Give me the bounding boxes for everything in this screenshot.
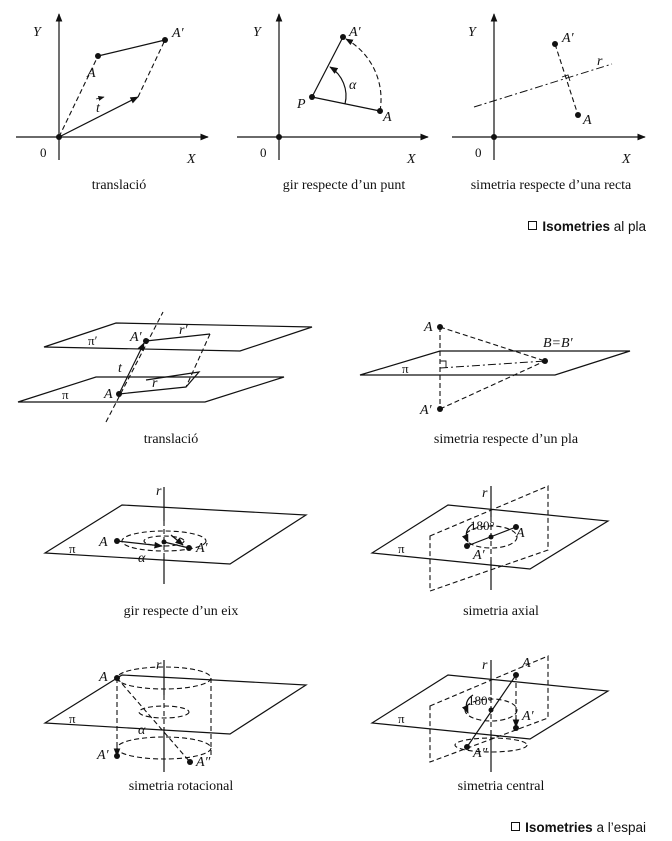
segment-p-aprime: [312, 37, 343, 97]
point-a-prime: [186, 545, 192, 551]
axis-point: [489, 535, 494, 540]
angle-arc: [330, 67, 346, 104]
origin-label: 0: [40, 145, 47, 160]
rotation-arc: [346, 39, 381, 111]
caption-space-translation: translació: [143, 432, 199, 447]
point-a-prime: [340, 34, 346, 40]
caption-plane-translation: translació: [91, 178, 147, 193]
plane-pi: [45, 675, 306, 734]
center-point: [489, 708, 494, 713]
label-a-prime: A′: [473, 548, 485, 563]
label-angle: 180°: [470, 518, 495, 533]
label-a: A: [99, 670, 108, 685]
label-pi: π: [402, 361, 409, 376]
space-plane-symmetry-figure: [360, 320, 630, 418]
space-axis-rotation-figure: [45, 484, 306, 584]
point-a-prime: [114, 753, 120, 759]
label-a-prime: A′: [522, 709, 534, 724]
label-alpha: α: [138, 551, 146, 566]
label-t: t: [118, 361, 122, 376]
point-a: [575, 112, 581, 118]
label-a: A: [522, 656, 531, 671]
point-b: [542, 358, 548, 364]
origin-point: [276, 134, 282, 140]
section-label-bold: Isometries: [525, 820, 593, 835]
plane-pi: [360, 351, 630, 375]
perpendicular-segment: [555, 44, 578, 115]
label-a-double-prime: A″: [196, 755, 211, 770]
label-a-prime: A′: [97, 748, 109, 763]
label-b: B=B′: [543, 336, 573, 351]
point-a: [95, 53, 101, 59]
section-label-rest: a l’espai: [592, 820, 646, 835]
square-bullet-icon: [511, 822, 520, 831]
origin-label: 0: [475, 145, 482, 160]
space-axial-symmetry-figure: [372, 486, 608, 591]
label-alpha: α: [138, 723, 146, 738]
line-r: [474, 64, 612, 107]
label-a: A: [516, 526, 525, 541]
label-a-prime: A′: [562, 31, 574, 46]
point-a: [116, 391, 122, 397]
label-a-prime: A′: [420, 403, 432, 418]
section-label-rest: al pla: [609, 219, 646, 234]
label-r: r: [482, 486, 488, 501]
point-a: [513, 672, 519, 678]
label-pi: π: [398, 711, 405, 726]
label-a: A: [87, 66, 96, 81]
point-a: [437, 324, 443, 330]
caption-space-central-symmetry: simetria central: [457, 779, 545, 794]
label-a-prime: A′: [130, 330, 142, 345]
point-a-prime: [464, 543, 470, 549]
space-central-symmetry-figure: [372, 656, 608, 772]
label-a-prime: A′: [349, 25, 361, 40]
label-a-double-prime: A″: [473, 746, 488, 761]
label-a: A: [383, 110, 392, 125]
label-pi: π: [69, 711, 76, 726]
point-a-double-prime: [187, 759, 193, 765]
label-a: A: [99, 535, 108, 550]
label-a: A: [104, 387, 113, 402]
label-pi: π: [62, 387, 69, 402]
section-label-bold: Isometries: [542, 219, 610, 234]
caption-plane-rotation: gir respecte d’un punt: [282, 178, 406, 193]
label-r: r: [482, 658, 488, 673]
label-a: A: [583, 113, 592, 128]
plane-rotation-figure: [237, 14, 428, 167]
plane-translation-figure: [16, 14, 208, 167]
segment-a-aprime: [98, 40, 165, 56]
label-angle: 180°: [468, 693, 493, 708]
y-axis-label: Y: [33, 25, 41, 40]
point-a-double-prime: [464, 744, 470, 750]
square-bullet-icon: [528, 221, 537, 230]
space-translation-figure: [18, 312, 312, 422]
label-a-prime: A′: [196, 541, 208, 556]
label-pi-prime: π′: [88, 333, 98, 348]
point-a: [114, 675, 120, 681]
label-pi: π: [69, 541, 76, 556]
caption-space-plane-symmetry: simetria respecte d’un pla: [433, 432, 579, 447]
plane-line-symmetry-figure: [452, 14, 645, 167]
x-axis-label: X: [407, 152, 416, 167]
x-axis-label: X: [187, 152, 196, 167]
label-r: r: [156, 658, 162, 673]
caption-space-axis-rotation: gir respecte d’un eix: [123, 604, 239, 619]
label-r: r: [597, 54, 603, 69]
x-axis-label: X: [622, 152, 631, 167]
caption-plane-line-symmetry: simetria respecte d’una recta: [470, 178, 632, 193]
label-pi: π: [398, 541, 405, 556]
y-axis-label: Y: [253, 25, 261, 40]
label-r: r: [152, 376, 158, 391]
point-a-prime: [552, 41, 558, 47]
label-p: P: [297, 97, 306, 112]
origin-point: [491, 134, 497, 140]
label-r-prime: r′: [179, 323, 188, 338]
label-r: r: [156, 484, 162, 499]
caption-space-rotational-symmetry: simetria rotacional: [128, 779, 234, 794]
t-vector-arrow-mark: [96, 97, 104, 99]
point-a: [114, 538, 120, 544]
origin-label: 0: [260, 145, 267, 160]
point-a-prime: [143, 338, 149, 344]
dashed-parallel: [138, 40, 165, 97]
caption-space-axial-symmetry: simetria axial: [463, 604, 539, 619]
point-p: [309, 94, 315, 100]
section-label-plane: [528, 219, 646, 234]
section-label-space: [511, 820, 646, 835]
axis-point: [162, 540, 167, 545]
point-a-prime: [437, 406, 443, 412]
label-a: A: [424, 320, 433, 335]
plane-pi: [45, 505, 306, 564]
y-axis-label: Y: [468, 25, 476, 40]
label-t: t: [96, 101, 100, 116]
point-a-prime: [162, 37, 168, 43]
plane-pi: [18, 377, 284, 402]
label-alpha: α: [349, 78, 357, 93]
space-rotational-symmetry-figure: [45, 658, 306, 772]
point-a-prime: [513, 725, 519, 731]
label-a-prime: A′: [172, 26, 184, 41]
